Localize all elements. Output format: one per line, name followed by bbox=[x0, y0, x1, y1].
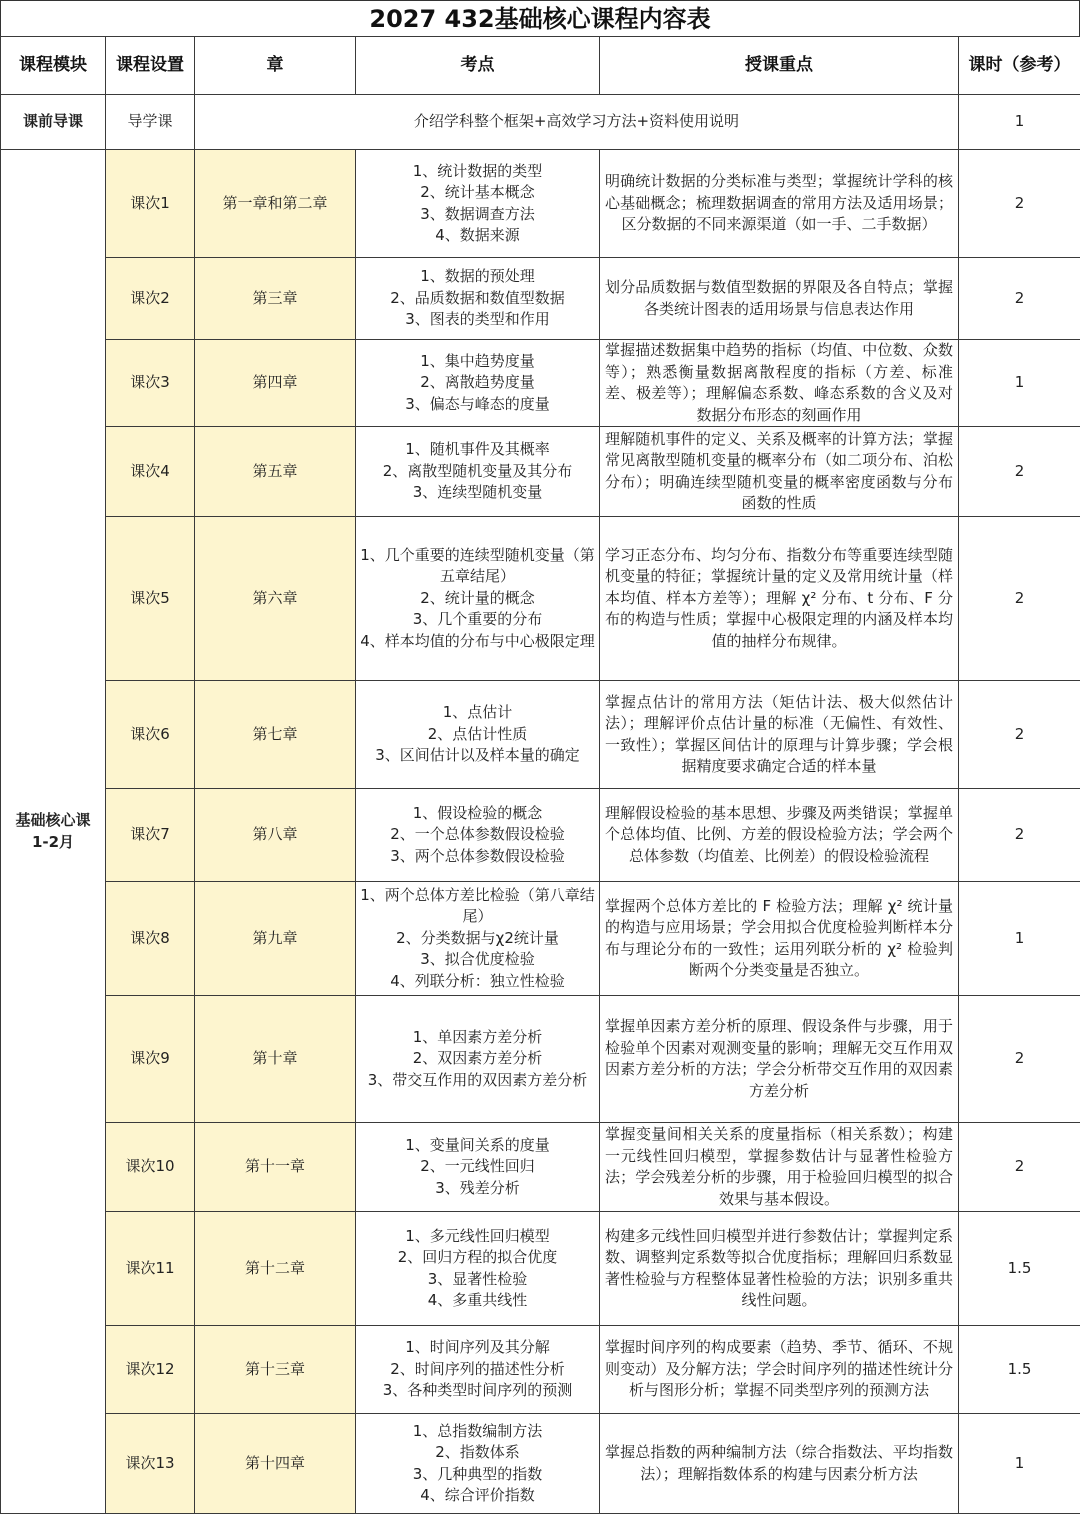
lesson-row bbox=[1, 517, 1080, 681]
lesson-chapter: 第三章 bbox=[195, 258, 356, 340]
core-module: 基础核心课 1-2月 bbox=[1, 150, 106, 1514]
lesson-chapter: 第八章 bbox=[195, 789, 356, 882]
lesson-focus: 划分品质数据与数值型数据的界限及各自特点；掌握各类统计图表的适用场景与信息表达作用 bbox=[600, 258, 959, 340]
lesson-focus: 理解随机事件的定义、关系及概率的计算方法；掌握常见离散型随机变量的概率分布（如二项分布、泊松分布）；明确连续型随机变量的概率密度函数与分布函数的性质 bbox=[600, 427, 959, 517]
lesson-row bbox=[1, 1123, 1080, 1212]
lesson-hours: 2 bbox=[959, 150, 1080, 258]
lesson-points: 1、集中趋势度量 2、离散趋势度量 3、偏态与峰态的度量 bbox=[356, 340, 600, 427]
lesson-row bbox=[1, 150, 1080, 258]
table-body bbox=[1, 95, 1080, 1514]
lesson-points: 1、单因素方差分析 2、双因素方差分析 3、带交互作用的双因素方差分析 bbox=[356, 996, 600, 1123]
lesson-setting: 课次13 bbox=[106, 1414, 195, 1514]
lesson-points: 1、点估计 2、点估计性质 3、区间估计以及样本量的确定 bbox=[356, 681, 600, 789]
lesson-row bbox=[1, 340, 1080, 427]
lesson-focus: 掌握单因素方差分析的原理、假设条件与步骤，用于检验单个因素对观测变量的影响；理解无交互作用双因素方差分析的方法；学会分析带交互作用的双因素方差分析 bbox=[600, 996, 959, 1123]
lesson-row bbox=[1, 789, 1080, 882]
lesson-focus: 掌握时间序列的构成要素（趋势、季节、循环、不规则变动）及分解方法；学会时间序列的描述性统计分析与图形分析；掌握不同类型序列的预测方法 bbox=[600, 1326, 959, 1414]
lesson-hours: 1 bbox=[959, 882, 1080, 996]
lesson-hours: 2 bbox=[959, 427, 1080, 517]
page-title: 2027 432基础核心课程内容表 bbox=[0, 0, 1080, 36]
lesson-hours: 1.5 bbox=[959, 1212, 1080, 1326]
lesson-hours: 1 bbox=[959, 1414, 1080, 1514]
lesson-points: 1、总指数编制方法 2、指数体系 3、几种典型的指数 4、综合评价指数 bbox=[356, 1414, 600, 1514]
lesson-chapter: 第十一章 bbox=[195, 1123, 356, 1212]
lesson-setting: 课次11 bbox=[106, 1212, 195, 1326]
lesson-row bbox=[1, 1212, 1080, 1326]
lesson-row bbox=[1, 1414, 1080, 1514]
table-header-row bbox=[1, 37, 1080, 95]
lesson-chapter: 第六章 bbox=[195, 517, 356, 681]
intro-hours: 1 bbox=[959, 95, 1080, 150]
header-hours: 课时（参考） bbox=[959, 37, 1080, 95]
intro-row bbox=[1, 95, 1080, 150]
header-chapter: 章 bbox=[195, 37, 356, 95]
lesson-row bbox=[1, 681, 1080, 789]
lesson-focus: 构建多元线性回归模型并进行参数估计；掌握判定系数、调整判定系数等拟合优度指标；理解回归系数显著性检验与方程整体显著性检验的方法；识别多重共线性问题。 bbox=[600, 1212, 959, 1326]
lesson-hours: 2 bbox=[959, 258, 1080, 340]
lesson-hours: 1 bbox=[959, 340, 1080, 427]
lesson-hours: 2 bbox=[959, 789, 1080, 882]
lesson-focus: 掌握变量间相关关系的度量指标（相关系数）；构建一元线性回归模型，掌握参数估计与显著性检验方法；学会残差分析的步骤，用于检验回归模型的拟合效果与基本假设。 bbox=[600, 1123, 959, 1212]
lesson-setting: 课次10 bbox=[106, 1123, 195, 1212]
lesson-setting: 课次9 bbox=[106, 996, 195, 1123]
lesson-row bbox=[1, 1326, 1080, 1414]
lesson-hours: 2 bbox=[959, 517, 1080, 681]
lesson-points: 1、数据的预处理 2、品质数据和数值型数据 3、图表的类型和作用 bbox=[356, 258, 600, 340]
lesson-points: 1、假设检验的概念 2、一个总体参数假设检验 3、两个总体参数假设检验 bbox=[356, 789, 600, 882]
lesson-setting: 课次3 bbox=[106, 340, 195, 427]
lesson-focus: 学习正态分布、均匀分布、指数分布等重要连续型随机变量的特征；掌握统计量的定义及常用统计量（样本均值、样本方差等）；理解 χ² 分布、t 分布、F 分布的构造与性质；掌握中心极限定理的内涵及样本均值的抽样分布规律。 bbox=[600, 517, 959, 681]
lesson-points: 1、变量间关系的度量 2、一元线性回归 3、残差分析 bbox=[356, 1123, 600, 1212]
lesson-points: 1、两个总体方差比检验（第八章结尾） 2、分类数据与χ2统计量 3、拟合优度检验 4、列联分析：独立性检验 bbox=[356, 882, 600, 996]
lesson-chapter: 第四章 bbox=[195, 340, 356, 427]
lesson-chapter: 第五章 bbox=[195, 427, 356, 517]
header-setting: 课程设置 bbox=[106, 37, 195, 95]
lesson-setting: 课次5 bbox=[106, 517, 195, 681]
lesson-focus: 掌握描述数据集中趋势的指标（均值、中位数、众数等）；熟悉衡量数据离散程度的指标（方差、标准差、极差等）；理解偏态系数、峰态系数的含义及对数据分布形态的刻画作用 bbox=[600, 340, 959, 427]
lesson-hours: 2 bbox=[959, 1123, 1080, 1212]
lesson-hours: 2 bbox=[959, 996, 1080, 1123]
lesson-chapter: 第十三章 bbox=[195, 1326, 356, 1414]
lesson-hours: 2 bbox=[959, 681, 1080, 789]
lesson-chapter: 第十二章 bbox=[195, 1212, 356, 1326]
lesson-points: 1、随机事件及其概率 2、离散型随机变量及其分布 3、连续型随机变量 bbox=[356, 427, 600, 517]
course-table bbox=[0, 36, 1080, 1514]
lesson-row bbox=[1, 996, 1080, 1123]
lesson-row bbox=[1, 882, 1080, 996]
lesson-chapter: 第十章 bbox=[195, 996, 356, 1123]
lesson-hours: 1.5 bbox=[959, 1326, 1080, 1414]
lesson-points: 1、统计数据的类型 2、统计基本概念 3、数据调查方法 4、数据来源 bbox=[356, 150, 600, 258]
lesson-setting: 课次4 bbox=[106, 427, 195, 517]
lesson-focus: 掌握点估计的常用方法（矩估计法、极大似然估计法）；理解评价点估计量的标准（无偏性、有效性、一致性）；掌握区间估计的原理与计算步骤；学会根据精度要求确定合适的样本量 bbox=[600, 681, 959, 789]
header-focus: 授课重点 bbox=[600, 37, 959, 95]
lesson-chapter: 第一章和第二章 bbox=[195, 150, 356, 258]
lesson-row bbox=[1, 427, 1080, 517]
lesson-points: 1、时间序列及其分解 2、时间序列的描述性分析 3、各种类型时间序列的预测 bbox=[356, 1326, 600, 1414]
lesson-chapter: 第七章 bbox=[195, 681, 356, 789]
lesson-setting: 课次12 bbox=[106, 1326, 195, 1414]
lesson-focus: 明确统计数据的分类标准与类型；掌握统计学科的核心基础概念；梳理数据调查的常用方法及适用场景；区分数据的不同来源渠道（如一手、二手数据） bbox=[600, 150, 959, 258]
lesson-setting: 课次8 bbox=[106, 882, 195, 996]
lesson-focus: 掌握两个总体方差比的 F 检验方法；理解 χ² 统计量的构造与应用场景；学会用拟合优度检验判断样本分布与理论分布的一致性；运用列联分析的 χ² 检验判断两个分类变量是否独立。 bbox=[600, 882, 959, 996]
lesson-setting: 课次7 bbox=[106, 789, 195, 882]
lesson-setting: 课次1 bbox=[106, 150, 195, 258]
lesson-row bbox=[1, 258, 1080, 340]
header-module: 课程模块 bbox=[1, 37, 106, 95]
lesson-focus: 掌握总指数的两种编制方法（综合指数法、平均指数法）；理解指数体系的构建与因素分析方法 bbox=[600, 1414, 959, 1514]
lesson-setting: 课次2 bbox=[106, 258, 195, 340]
lesson-chapter: 第九章 bbox=[195, 882, 356, 996]
lesson-chapter: 第十四章 bbox=[195, 1414, 356, 1514]
intro-content: 介绍学科整个框架+高效学习方法+资料使用说明 bbox=[195, 95, 959, 150]
lesson-points: 1、多元线性回归模型 2、回归方程的拟合优度 3、显著性检验 4、多重共线性 bbox=[356, 1212, 600, 1326]
header-points: 考点 bbox=[356, 37, 600, 95]
lesson-points: 1、几个重要的连续型随机变量（第五章结尾） 2、统计量的概念 3、几个重要的分布 4、样本均值的分布与中心极限定理 bbox=[356, 517, 600, 681]
lesson-setting: 课次6 bbox=[106, 681, 195, 789]
intro-setting: 导学课 bbox=[106, 95, 195, 150]
lesson-focus: 理解假设检验的基本思想、步骤及两类错误；掌握单个总体均值、比例、方差的假设检验方法；学会两个总体参数（均值差、比例差）的假设检验流程 bbox=[600, 789, 959, 882]
intro-module: 课前导课 bbox=[1, 95, 106, 150]
